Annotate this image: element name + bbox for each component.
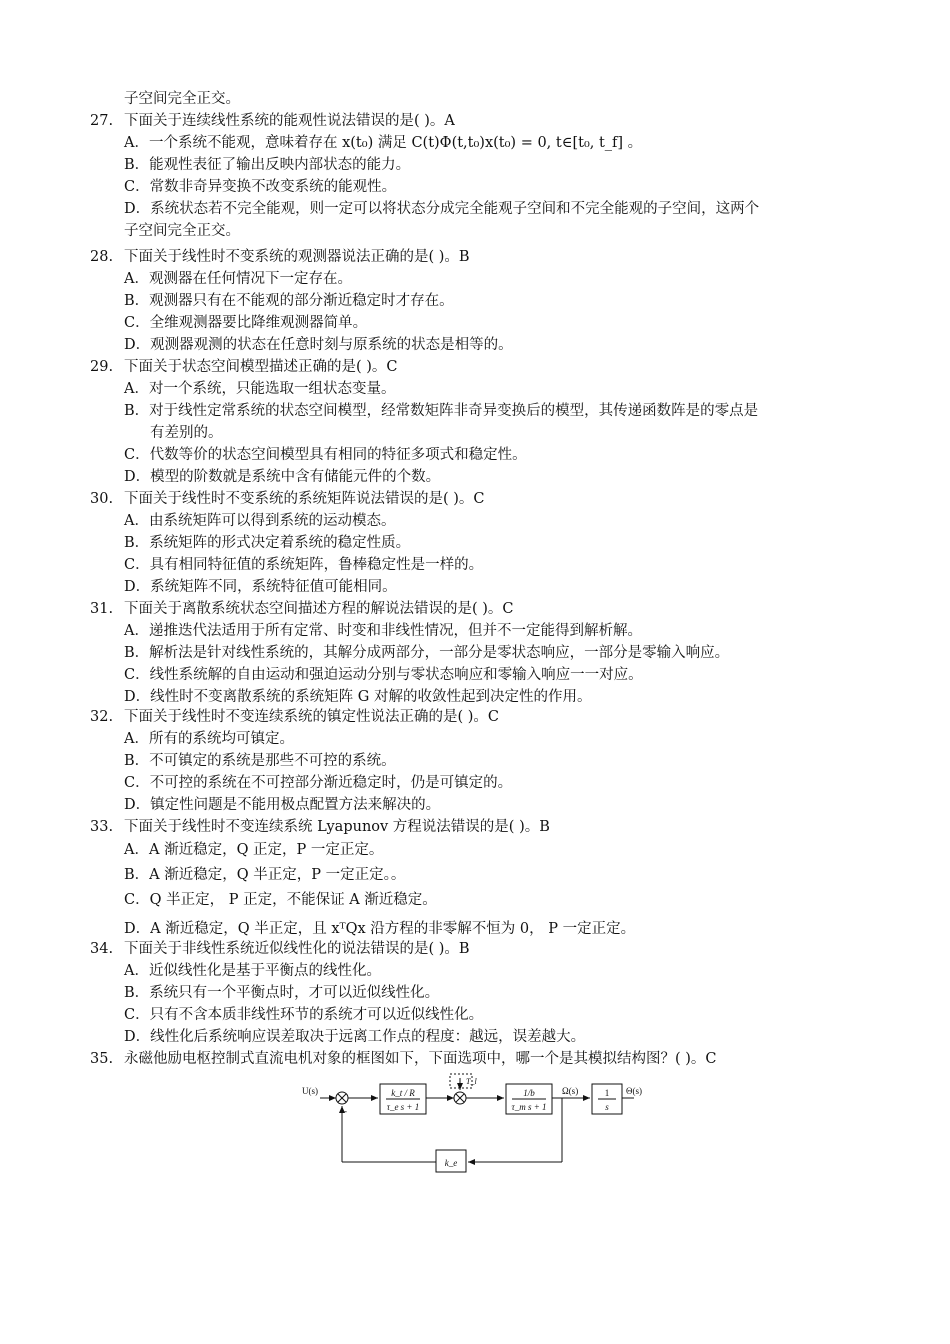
question-number: 27. [90, 113, 114, 129]
label-omega: Ω(s) [562, 1086, 579, 1096]
label-input: U(s) [302, 1086, 318, 1096]
motor-block-diagram [300, 1072, 660, 1182]
option-d: D．系统矩阵不同，系统特征值可能相同。 [124, 579, 397, 595]
options [124, 510, 864, 598]
option-b: B．观测器只有在不能观的部分渐近稳定时才存在。 [124, 293, 454, 309]
options [124, 838, 864, 942]
option-b: B．A 渐近稳定，Q 半正定，P 一定正定。。 [124, 867, 406, 883]
option-c: C．全维观测器要比降维观测器简单。 [124, 315, 368, 331]
question-stem: 下面关于状态空间模型描述正确的是( )。C [124, 359, 398, 375]
option-a: A．由系统矩阵可以得到系统的运动模态。 [124, 513, 396, 529]
option-b: B．解析法是针对线性系统的，其解分成两部分，一部分是零状态响应，一部分是零输入响应。 [124, 645, 730, 661]
options [124, 960, 864, 1048]
question-stem: 下面关于离散系统状态空间描述方程的解说法错误的是( )。C [124, 601, 514, 617]
question-stem: 下面关于连续线性系统的能观性说法错误的是( )。A [124, 113, 455, 129]
question-stem: 下面关于线性时不变系统的系统矩阵说法错误的是( )。C [124, 491, 485, 507]
option-c: C．具有相同特征值的系统矩阵，鲁棒稳定性是一样的。 [124, 557, 484, 573]
options [124, 268, 864, 356]
option-a: A．近似线性化是基于平衡点的线性化。 [124, 963, 381, 979]
option-d-cont: 子空间完全正交。 [124, 223, 240, 239]
options [124, 378, 864, 488]
label-block3-den: s [605, 1102, 609, 1112]
option-b: B．对于线性定常系统的状态空间模型，经常数矩阵非奇异变换后的模型，其传递函数阵是的零点是 [124, 403, 759, 419]
option-d: D．系统状态若不完全能观，则一定可以将状态分成完全能观子空间和不完全能观的子空间，这两个 [124, 201, 760, 217]
label-block3-num: 1 [604, 1088, 610, 1098]
question-number: 28. [90, 249, 114, 265]
question-number: 35. [90, 1051, 114, 1067]
option-a: A．一个系统不能观，意味着存在 x(t₀) 满足 C(t)Φ(t,t₀)x(t₀) = 0, t∈[t₀, t_f] 。 [124, 135, 643, 151]
label-block2-den: τ_m s + 1 [511, 1102, 547, 1112]
option-b: B．系统矩阵的形式决定着系统的稳定性质。 [124, 535, 411, 551]
option-c: C．只有不含本质非线性环节的系统才可以近似线性化。 [124, 1007, 484, 1023]
option-c: C．不可控的系统在不可控部分渐近稳定时，仍是可镇定的。 [124, 775, 513, 791]
question-number: 34. [90, 941, 114, 957]
option-b: B．不可镇定的系统是那些不可控的系统。 [124, 753, 396, 769]
question-number: 29. [90, 359, 114, 375]
question-stem: 下面关于线性时不变连续系统 Lyapunov 方程说法错误的是( )。B [124, 819, 550, 835]
options [124, 620, 864, 708]
question-stem: 下面关于非线性系统近似线性化的说法错误的是( )。B [124, 941, 470, 957]
label-feedback: k_e [444, 1158, 458, 1168]
option-a: A．所有的系统均可镇定。 [124, 731, 294, 747]
option-d: D．模型的阶数就是系统中含有储能元件的个数。 [124, 469, 441, 485]
option-d: D．镇定性问题是不能用极点配置方法来解决的。 [124, 797, 441, 813]
label-disturbance: T_l [466, 1077, 477, 1086]
question-stem: 永磁他励电枢控制式直流电机对象的框图如下，下面选项中，哪一个是其模拟结构图？( )。C [124, 1051, 717, 1067]
label-block1-den: τ_e s + 1 [386, 1102, 420, 1112]
label-block2-num: 1/b [523, 1088, 535, 1098]
question-number: 30. [90, 491, 114, 507]
option-b-cont: 有差别的。 [150, 425, 223, 441]
label-minus: - [344, 1106, 347, 1116]
option-d: D．线性化后系统响应误差取决于远离工作点的程度：越远，误差越大。 [124, 1029, 586, 1045]
option-c: C．Q 半正定， P 正定，不能保证 A 渐近稳定。 [124, 892, 437, 908]
option-d: D．观测器观测的状态在任意时刻与原系统的状态是相等的。 [124, 337, 513, 353]
option-c: C．代数等价的状态空间模型具有相同的特征多项式和稳定性。 [124, 447, 527, 463]
question-stem: 下面关于线性时不变连续系统的镇定性说法正确的是( )。C [124, 709, 500, 725]
question-stem: 下面关于线性时不变系统的观测器说法正确的是( )。B [124, 249, 470, 265]
question-number: 31. [90, 601, 114, 617]
option-c: C．线性系统解的自由运动和强迫运动分别与零状态响应和零输入响应一一对应。 [124, 667, 643, 683]
option-b: B．系统只有一个平衡点时，才可以近似线性化。 [124, 985, 440, 1001]
option-c: C．常数非奇异变换不改变系统的能观性。 [124, 179, 397, 195]
options [124, 132, 864, 242]
option-d: D．A 渐近稳定，Q 半正定，且 xᵀQx 沿方程的非零解不恒为 0， P 一定正定。 [124, 921, 636, 937]
option-a: A．递推迭代法适用于所有定常、时变和非线性情况，但并不一定能得到解析解。 [124, 623, 642, 639]
option-a: A．A 渐近稳定，Q 正定，P 一定正定。 [124, 842, 384, 858]
question-number: 32. [90, 709, 114, 725]
option-b: B．能观性表征了输出反映内部状态的能力。 [124, 157, 411, 173]
continuation-text: 子空间完全正交。 [124, 91, 240, 107]
label-block1-num: k_t / R [391, 1088, 415, 1098]
option-a: A．观测器在任何情况下一定存在。 [124, 271, 352, 287]
option-a: A．对一个系统，只能选取一组状态变量。 [124, 381, 396, 397]
options [124, 728, 864, 816]
option-d: D．线性时不变离散系统的系统矩阵 G 对解的收敛性起到决定性的作用。 [124, 689, 592, 705]
label-output: Θ(s) [626, 1086, 642, 1096]
question-number: 33. [90, 819, 114, 835]
